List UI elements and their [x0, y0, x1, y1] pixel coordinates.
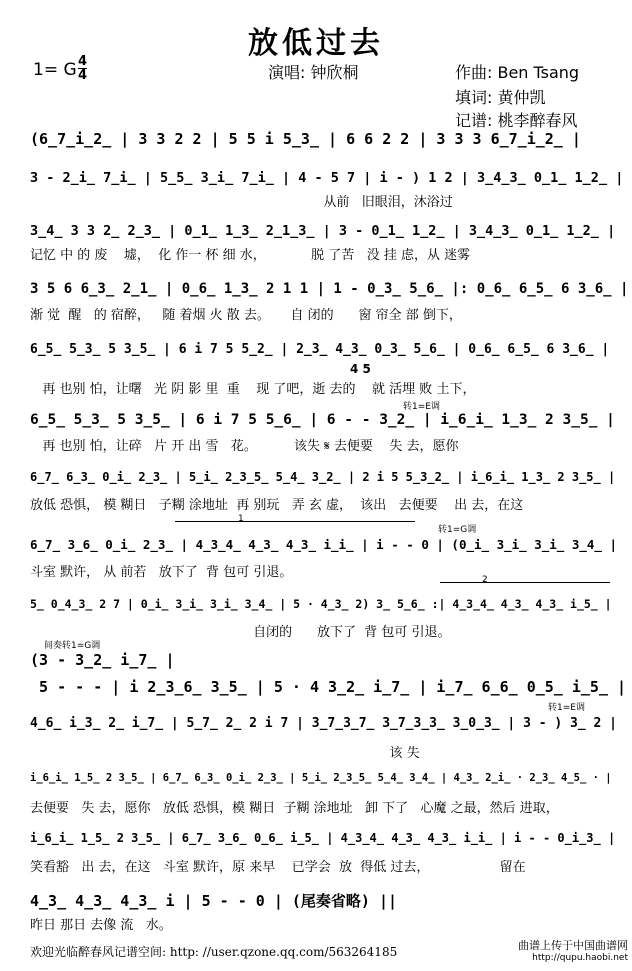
volta-line-2: [440, 582, 610, 583]
singer-credit: 演唱: 钟欣桐: [268, 63, 359, 82]
modulation-note-4: 转1=E调: [548, 703, 585, 713]
score-row-7: 6̲7̲ 6̲3̲ 0̲i̲ 2̲3̲ | 5̲i̲ 2̲3̲5̲ 5̲4̲ 3̲2̲ | 2 i 5 5̲3̲2̲ | i̲6̲i̲ 1̲3̲ 2 3̲5̲ |: [30, 470, 616, 484]
volta-2-number: 2: [482, 575, 488, 585]
score-row-10: (3 - 3̲2̲ i̲7̲ |: [30, 651, 175, 669]
transcriber-credit: 记谱: 桃李醉春风: [455, 111, 578, 130]
score-row-3: 3̲4̲ 3 3 2̲ 2̲3̲ | 0̲1̲ 1̲3̲ 2̲1̲3̲ | 3 - 0̲1̲ 1̲2̲ | 3̲4̲3̲ 0̲1̲ 1̲2̲ |: [30, 223, 616, 239]
score-row-12: 4̲6̲ i̲3̲ 2̲ i̲7̲ | 5̲7̲ 2̲ 2 i 7 | 3̲7̲3̲7̲ 3̲7̲3̲3̲ 3̲0̲3̲ | 3 - ) 3̲ 2 |: [30, 716, 617, 731]
time-signature-top: 4: [78, 54, 88, 69]
lyric-row-6: 再 也别 怕，让碎 片 开 出 雪 花。 该失 𝄋 去便要 失 去，愿你: [30, 439, 459, 454]
modulation-note-2: 转1=G调: [438, 525, 477, 535]
lyric-row-8: 斗室 默许， 从 前若 放下了 背 包可 引退。: [30, 565, 293, 580]
score-row-13: i̲6̲i̲ 1̲5̲ 2 3̲5̲ | 6̲7̲ 6̲3̲ 0̲i̲ 2̲3̲ | 5̲i̲ 2̲3̲5̲ 5̲4̲ 3̲4̲ | 4̲3̲ 2̲i̲ · 2̲3̲ 4̲5̲ · |: [30, 772, 612, 784]
lyric-row-14: 笑看豁 出 去，在这 斗室 默许，原 来早 已学会 放 得低 过去， 留在: [30, 860, 526, 875]
lyricist-credit: 填词: 黄仲凯: [455, 88, 546, 107]
lyric-row-13: 去便要 失 去，愿你 放低 恐惧，模 糊日 子糊 涂地址 卸 下了 心魔 之最，然后 进取，: [30, 801, 559, 816]
score-row-8: 6̲7̲ 3̲6̲ 0̲i̲ 2̲3̲ | 4̲3̲4̲ 4̲3̲ 4̲3̲ i̲i̲ | i - - 0 | (0̲i̲ 3̲i̲ 3̲i̲ 3̲4̲ |: [30, 537, 617, 552]
volta-line-1: [175, 521, 415, 522]
alt-ending-notes: 4 5: [350, 362, 371, 376]
lyric-row-15: 昨日 那日 去像 流 水。: [30, 918, 172, 933]
score-row-15: 4̲3̲ 4̲3̲ 4̲3̲ i | 5 - - 0 | (尾奏省略) ||: [30, 892, 398, 910]
lyric-row-4: 渐 觉 醒 的 宿醉， 随 着烟 火 散 去。 自 闭的 窗 帘全 部 倒下，: [30, 308, 462, 323]
song-title: 放低过去: [248, 26, 384, 61]
watermark-line-1: 曲谱上传于中国曲谱网: [518, 939, 628, 952]
lyric-row-9: 自闭的 放下了 背 包可 引退。: [30, 625, 451, 640]
composer-credit: 作曲: Ben Tsang: [455, 63, 580, 82]
score-row-4: 3 5 6 6̲3̲ 2̲1̲ | 0̲6̲ 1̲3̲ 2 1 1 | 1 - 0̲3̲ 5̲6̲ |: 0̲6̲ 6̲5̲ 6 3̲6̲ |: [30, 281, 629, 297]
modulation-note-3: 间奏转1=G调: [44, 641, 101, 651]
score-row-1: (6̲7̲i̲2̲ | 3 3 2 2 | 5 5 i 5̲3̲ | 6 6 2 2 | 3 3 3 6̲7̲i̲2̲ |: [30, 130, 581, 148]
score-row-5: 6̲5̲ 5̲3̲ 5 3̲5̲ | 6 i 7 5 5̲2̲ | 2̲3̲ 4̲3̲ 0̲3̲ 5̲6̲ | 0̲6̲ 6̲5̲ 6 3̲6̲ |: [30, 342, 610, 357]
footer-note: 欢迎光临醉春风记谱空间: http: //user.qzone.qq.com/563264185: [30, 945, 398, 959]
key-signature: 1= G: [33, 60, 77, 80]
volta-1-number: 1: [238, 514, 244, 524]
lyric-row-2: 从前 旧眼泪，沐浴过: [30, 195, 453, 210]
lyric-row-3: 记忆 中 的 废 墟， 化 作一 杯 细 水， 脱 了苦 没 挂 虑，从 迷雾: [30, 248, 471, 263]
time-signature: [78, 55, 87, 82]
watermark: [518, 939, 628, 965]
score-row-9: 5̲ 0̲4̲3̲ 2 7 | 0̲i̲ 3̲i̲ 3̲i̲ 3̲4̲ | 5 · 4̲3̲ 2) 3̲ 5̲6̲ :| 4̲3̲4̲ 4̲3̲ 4̲3̲ i̲5̲ |: [30, 597, 612, 611]
score-row-6: 6̲5̲ 5̲3̲ 5 3̲5̲ | 6 i 7 5 5̲6̲ | 6 - - 3̲2̲ | i̲6̲i̲ 1̲3̲ 2 3̲5̲ |: [30, 412, 615, 428]
lyric-row-5: 再 也别 怕，让曙 光 阴 影 里 重 现 了吧，逝 去的 就 活埋 败 土下，: [30, 382, 476, 397]
score-row-14: i̲6̲i̲ 1̲5̲ 2 3̲5̲ | 6̲7̲ 3̲6̲ 0̲6̲ i̲5̲ | 4̲3̲4̲ 4̲3̲ 4̲3̲ i̲i̲ | i - - 0̲i̲3̲ |: [30, 831, 616, 845]
lyric-row-12: 该 失: [30, 746, 420, 761]
score-row-2: 3 - 2̲i̲ 7̲i̲ | 5̲5̲ 3̲i̲ 7̲i̲ | 4 - 5 7 | i - ) 1 2 | 3̲4̲3̲ 0̲1̲ 1̲2̲ |: [30, 170, 624, 186]
score-row-11: 5 - - - | i 2̲3̲6̲ 3̲5̲ | 5 · 4 3̲2̲ i̲7̲ | i̲7̲ 6̲6̲ 0̲5̲ i̲5̲ |: [30, 678, 627, 696]
watermark-line-2: http://qupu.haobi.net: [532, 953, 628, 963]
time-signature-bottom: 4: [78, 68, 88, 83]
modulation-note-1: 转1=E调: [403, 402, 440, 412]
lyric-row-7: 放低 恐惧， 模 糊日 子糊 涂地址 再 别玩 弄 玄 虚， 该出 去便要 出 去，在这: [30, 498, 524, 513]
